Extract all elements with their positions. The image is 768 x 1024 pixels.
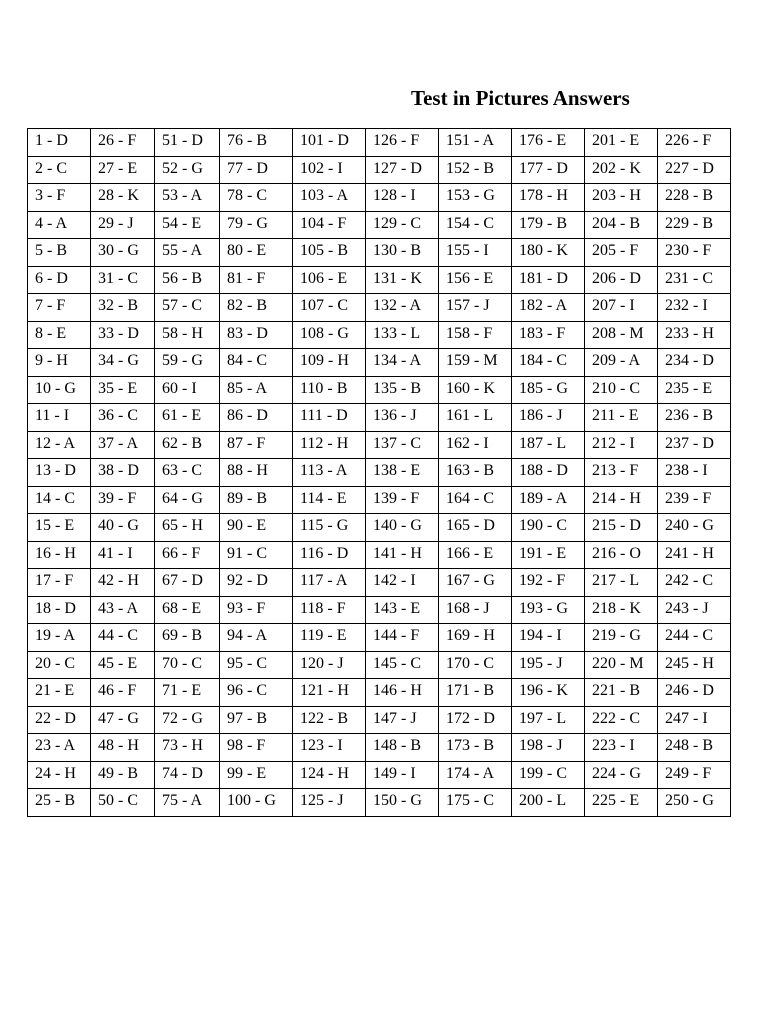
answer-cell: 62 - B [155, 431, 220, 459]
answer-cell: 1 - D [28, 129, 91, 157]
answer-cell: 203 - H [585, 184, 658, 212]
answer-cell: 132 - A [366, 294, 439, 322]
table-row [28, 734, 731, 762]
table-row [28, 431, 731, 459]
answer-cell: 60 - I [155, 376, 220, 404]
answer-cell: 128 - I [366, 184, 439, 212]
answer-cell: 61 - E [155, 404, 220, 432]
table-row [28, 651, 731, 679]
answer-cell: 139 - F [366, 486, 439, 514]
answer-cell: 93 - F [220, 596, 293, 624]
answer-cell: 14 - C [28, 486, 91, 514]
answer-cell: 171 - B [439, 679, 512, 707]
answer-cell: 161 - L [439, 404, 512, 432]
answer-cell: 105 - B [293, 239, 366, 267]
answer-cell: 68 - E [155, 596, 220, 624]
answer-cell: 5 - B [28, 239, 91, 267]
table-row [28, 266, 731, 294]
answer-cell: 229 - B [658, 211, 731, 239]
answer-cell: 3 - F [28, 184, 91, 212]
answer-cell: 30 - G [91, 239, 155, 267]
answer-cell: 250 - G [658, 789, 731, 817]
answer-cell: 45 - E [91, 651, 155, 679]
answer-cell: 76 - B [220, 129, 293, 157]
answer-cell: 49 - B [91, 761, 155, 789]
answer-cell: 232 - I [658, 294, 731, 322]
answer-cell: 127 - D [366, 156, 439, 184]
answer-cell: 98 - F [220, 734, 293, 762]
answer-cell: 204 - B [585, 211, 658, 239]
answer-cell: 63 - C [155, 459, 220, 487]
answer-cell: 22 - D [28, 706, 91, 734]
answer-cell: 67 - D [155, 569, 220, 597]
answer-cell: 7 - F [28, 294, 91, 322]
answer-cell: 220 - M [585, 651, 658, 679]
answer-cell: 231 - C [658, 266, 731, 294]
answer-cell: 206 - D [585, 266, 658, 294]
answer-cell: 180 - K [512, 239, 585, 267]
answer-cell: 69 - B [155, 624, 220, 652]
answer-cell: 123 - I [293, 734, 366, 762]
answer-cell: 154 - C [439, 211, 512, 239]
answer-cell: 248 - B [658, 734, 731, 762]
answer-cell: 13 - D [28, 459, 91, 487]
answer-cell: 82 - B [220, 294, 293, 322]
answer-cell: 162 - I [439, 431, 512, 459]
table-row [28, 541, 731, 569]
answer-cell: 209 - A [585, 349, 658, 377]
answer-cell: 245 - H [658, 651, 731, 679]
answer-cell: 6 - D [28, 266, 91, 294]
answer-cell: 109 - H [293, 349, 366, 377]
answer-cell: 47 - G [91, 706, 155, 734]
answer-cell: 24 - H [28, 761, 91, 789]
answer-cell: 202 - K [585, 156, 658, 184]
answer-cell: 164 - C [439, 486, 512, 514]
answer-cell: 34 - G [91, 349, 155, 377]
answer-cell: 137 - C [366, 431, 439, 459]
answer-cell: 170 - C [439, 651, 512, 679]
answer-cell: 156 - E [439, 266, 512, 294]
answer-cell: 86 - D [220, 404, 293, 432]
answer-cell: 102 - I [293, 156, 366, 184]
answer-cell: 114 - E [293, 486, 366, 514]
answer-cell: 12 - A [28, 431, 91, 459]
answer-cell: 213 - F [585, 459, 658, 487]
answer-cell: 131 - K [366, 266, 439, 294]
answer-cell: 158 - F [439, 321, 512, 349]
answer-cell: 36 - C [91, 404, 155, 432]
answer-cell: 228 - B [658, 184, 731, 212]
answer-cell: 9 - H [28, 349, 91, 377]
answer-cell: 176 - E [512, 129, 585, 157]
answer-cell: 101 - D [293, 129, 366, 157]
answer-cell: 19 - A [28, 624, 91, 652]
answer-cell: 217 - L [585, 569, 658, 597]
answer-cell: 40 - G [91, 514, 155, 542]
answer-cell: 223 - I [585, 734, 658, 762]
answer-cell: 107 - C [293, 294, 366, 322]
answer-cell: 237 - D [658, 431, 731, 459]
answer-cell: 117 - A [293, 569, 366, 597]
answer-cell: 100 - G [220, 789, 293, 817]
answer-cell: 234 - D [658, 349, 731, 377]
answer-cell: 174 - A [439, 761, 512, 789]
answer-cell: 191 - E [512, 541, 585, 569]
table-row [28, 349, 731, 377]
answer-cell: 111 - D [293, 404, 366, 432]
answer-cell: 104 - F [293, 211, 366, 239]
answer-cell: 181 - D [512, 266, 585, 294]
answer-cell: 211 - E [585, 404, 658, 432]
table-row [28, 514, 731, 542]
answer-cell: 87 - F [220, 431, 293, 459]
table-row [28, 239, 731, 267]
answer-cell: 169 - H [439, 624, 512, 652]
answer-cell: 242 - C [658, 569, 731, 597]
answer-cell: 10 - G [28, 376, 91, 404]
answer-cell: 149 - I [366, 761, 439, 789]
answer-cell: 94 - A [220, 624, 293, 652]
answer-cell: 136 - J [366, 404, 439, 432]
answer-cell: 74 - D [155, 761, 220, 789]
answer-cell: 53 - A [155, 184, 220, 212]
answer-cell: 55 - A [155, 239, 220, 267]
answer-cell: 141 - H [366, 541, 439, 569]
answer-cell: 195 - J [512, 651, 585, 679]
answer-cell: 106 - E [293, 266, 366, 294]
answer-cell: 155 - I [439, 239, 512, 267]
answer-cell: 227 - D [658, 156, 731, 184]
answer-cell: 126 - F [366, 129, 439, 157]
answer-cell: 145 - C [366, 651, 439, 679]
answer-cell: 152 - B [439, 156, 512, 184]
answer-cell: 77 - D [220, 156, 293, 184]
answer-cell: 27 - E [91, 156, 155, 184]
answer-cell: 99 - E [220, 761, 293, 789]
table-row [28, 129, 731, 157]
answer-cell: 247 - I [658, 706, 731, 734]
answer-cell: 219 - G [585, 624, 658, 652]
answer-cell: 65 - H [155, 514, 220, 542]
answer-cell: 163 - B [439, 459, 512, 487]
table-row [28, 376, 731, 404]
answer-cell: 187 - L [512, 431, 585, 459]
answer-cell: 89 - B [220, 486, 293, 514]
answer-cell: 153 - G [439, 184, 512, 212]
answer-cell: 28 - K [91, 184, 155, 212]
answer-key-body [28, 129, 731, 817]
answer-cell: 138 - E [366, 459, 439, 487]
answer-cell: 121 - H [293, 679, 366, 707]
answer-cell: 110 - B [293, 376, 366, 404]
table-row [28, 624, 731, 652]
answer-cell: 51 - D [155, 129, 220, 157]
answer-cell: 50 - C [91, 789, 155, 817]
answer-cell: 186 - J [512, 404, 585, 432]
answer-cell: 32 - B [91, 294, 155, 322]
answer-cell: 72 - G [155, 706, 220, 734]
answer-cell: 150 - G [366, 789, 439, 817]
answer-cell: 185 - G [512, 376, 585, 404]
table-row [28, 761, 731, 789]
answer-cell: 178 - H [512, 184, 585, 212]
answer-cell: 83 - D [220, 321, 293, 349]
answer-cell: 144 - F [366, 624, 439, 652]
answer-cell: 166 - E [439, 541, 512, 569]
answer-cell: 172 - D [439, 706, 512, 734]
table-row [28, 321, 731, 349]
answer-cell: 84 - C [220, 349, 293, 377]
answer-cell: 208 - M [585, 321, 658, 349]
answer-cell: 235 - E [658, 376, 731, 404]
table-row [28, 404, 731, 432]
table-row [28, 789, 731, 817]
answer-cell: 97 - B [220, 706, 293, 734]
answer-cell: 103 - A [293, 184, 366, 212]
answer-cell: 42 - H [91, 569, 155, 597]
answer-cell: 241 - H [658, 541, 731, 569]
answer-cell: 25 - B [28, 789, 91, 817]
answer-cell: 52 - G [155, 156, 220, 184]
answer-cell: 200 - L [512, 789, 585, 817]
answer-cell: 57 - C [155, 294, 220, 322]
answer-cell: 188 - D [512, 459, 585, 487]
answer-cell: 201 - E [585, 129, 658, 157]
answer-cell: 80 - E [220, 239, 293, 267]
table-row [28, 679, 731, 707]
answer-cell: 230 - F [658, 239, 731, 267]
answer-cell: 142 - I [366, 569, 439, 597]
answer-cell: 194 - I [512, 624, 585, 652]
answer-cell: 17 - F [28, 569, 91, 597]
page-title: Test in Pictures Answers [411, 86, 630, 110]
table-row [28, 706, 731, 734]
answer-cell: 193 - G [512, 596, 585, 624]
answer-cell: 33 - D [91, 321, 155, 349]
answer-cell: 148 - B [366, 734, 439, 762]
answer-cell: 240 - G [658, 514, 731, 542]
answer-cell: 96 - C [220, 679, 293, 707]
answer-cell: 236 - B [658, 404, 731, 432]
answer-cell: 165 - D [439, 514, 512, 542]
answer-cell: 221 - B [585, 679, 658, 707]
table-row [28, 459, 731, 487]
answer-cell: 116 - D [293, 541, 366, 569]
answer-cell: 135 - B [366, 376, 439, 404]
answer-cell: 215 - D [585, 514, 658, 542]
answer-cell: 249 - F [658, 761, 731, 789]
answer-cell: 29 - J [91, 211, 155, 239]
answer-cell: 168 - J [439, 596, 512, 624]
answer-cell: 23 - A [28, 734, 91, 762]
answer-cell: 11 - I [28, 404, 91, 432]
answer-cell: 41 - I [91, 541, 155, 569]
answer-cell: 95 - C [220, 651, 293, 679]
answer-cell: 35 - E [91, 376, 155, 404]
answer-cell: 48 - H [91, 734, 155, 762]
answer-cell: 44 - C [91, 624, 155, 652]
answer-cell: 212 - I [585, 431, 658, 459]
answer-cell: 246 - D [658, 679, 731, 707]
answer-cell: 214 - H [585, 486, 658, 514]
answer-cell: 4 - A [28, 211, 91, 239]
answer-cell: 183 - F [512, 321, 585, 349]
answer-cell: 54 - E [155, 211, 220, 239]
answer-cell: 78 - C [220, 184, 293, 212]
answer-cell: 192 - F [512, 569, 585, 597]
answer-cell: 226 - F [658, 129, 731, 157]
table-row [28, 569, 731, 597]
answer-cell: 198 - J [512, 734, 585, 762]
answer-cell: 115 - G [293, 514, 366, 542]
table-row [28, 211, 731, 239]
answer-cell: 146 - H [366, 679, 439, 707]
answer-cell: 125 - J [293, 789, 366, 817]
table-row [28, 596, 731, 624]
answer-cell: 56 - B [155, 266, 220, 294]
answer-cell: 85 - A [220, 376, 293, 404]
answer-cell: 130 - B [366, 239, 439, 267]
answer-cell: 20 - C [28, 651, 91, 679]
answer-cell: 175 - C [439, 789, 512, 817]
answer-cell: 218 - K [585, 596, 658, 624]
answer-cell: 140 - G [366, 514, 439, 542]
answer-cell: 216 - O [585, 541, 658, 569]
answer-cell: 8 - E [28, 321, 91, 349]
answer-cell: 92 - D [220, 569, 293, 597]
answer-cell: 15 - E [28, 514, 91, 542]
answer-cell: 108 - G [293, 321, 366, 349]
answer-cell: 64 - G [155, 486, 220, 514]
answer-cell: 88 - H [220, 459, 293, 487]
answer-cell: 134 - A [366, 349, 439, 377]
answer-cell: 16 - H [28, 541, 91, 569]
answer-cell: 79 - G [220, 211, 293, 239]
answer-cell: 184 - C [512, 349, 585, 377]
answer-cell: 196 - K [512, 679, 585, 707]
table-row [28, 184, 731, 212]
answer-cell: 143 - E [366, 596, 439, 624]
answer-cell: 59 - G [155, 349, 220, 377]
answer-cell: 46 - F [91, 679, 155, 707]
answer-cell: 207 - I [585, 294, 658, 322]
answer-cell: 124 - H [293, 761, 366, 789]
answer-cell: 182 - A [512, 294, 585, 322]
answer-cell: 66 - F [155, 541, 220, 569]
answer-cell: 199 - C [512, 761, 585, 789]
answer-cell: 73 - H [155, 734, 220, 762]
answer-cell: 159 - M [439, 349, 512, 377]
answer-cell: 38 - D [91, 459, 155, 487]
answer-cell: 173 - B [439, 734, 512, 762]
answer-cell: 190 - C [512, 514, 585, 542]
answer-cell: 129 - C [366, 211, 439, 239]
answer-cell: 58 - H [155, 321, 220, 349]
answer-cell: 70 - C [155, 651, 220, 679]
answer-cell: 179 - B [512, 211, 585, 239]
answer-cell: 21 - E [28, 679, 91, 707]
answer-cell: 18 - D [28, 596, 91, 624]
answer-cell: 167 - G [439, 569, 512, 597]
answer-cell: 71 - E [155, 679, 220, 707]
answer-cell: 26 - F [91, 129, 155, 157]
answer-cell: 243 - J [658, 596, 731, 624]
answer-cell: 147 - J [366, 706, 439, 734]
answer-cell: 151 - A [439, 129, 512, 157]
answer-cell: 122 - B [293, 706, 366, 734]
answer-cell: 112 - H [293, 431, 366, 459]
answer-cell: 205 - F [585, 239, 658, 267]
answer-cell: 210 - C [585, 376, 658, 404]
answer-cell: 75 - A [155, 789, 220, 817]
answer-cell: 2 - C [28, 156, 91, 184]
answer-cell: 239 - F [658, 486, 731, 514]
answer-cell: 222 - C [585, 706, 658, 734]
answer-cell: 224 - G [585, 761, 658, 789]
answer-cell: 31 - C [91, 266, 155, 294]
answer-cell: 177 - D [512, 156, 585, 184]
answer-cell: 244 - C [658, 624, 731, 652]
answer-cell: 113 - A [293, 459, 366, 487]
answer-cell: 39 - F [91, 486, 155, 514]
table-row [28, 156, 731, 184]
answer-cell: 189 - A [512, 486, 585, 514]
answer-cell: 157 - J [439, 294, 512, 322]
answer-cell: 91 - C [220, 541, 293, 569]
answer-cell: 81 - F [220, 266, 293, 294]
answer-key-table [27, 128, 731, 817]
answer-cell: 225 - E [585, 789, 658, 817]
answer-cell: 133 - L [366, 321, 439, 349]
answer-cell: 238 - I [658, 459, 731, 487]
answer-cell: 160 - K [439, 376, 512, 404]
answer-cell: 43 - A [91, 596, 155, 624]
answer-cell: 118 - F [293, 596, 366, 624]
answer-cell: 37 - A [91, 431, 155, 459]
answer-cell: 197 - L [512, 706, 585, 734]
table-row [28, 294, 731, 322]
table-row [28, 486, 731, 514]
answer-cell: 90 - E [220, 514, 293, 542]
answer-cell: 119 - E [293, 624, 366, 652]
answer-cell: 120 - J [293, 651, 366, 679]
answer-cell: 233 - H [658, 321, 731, 349]
